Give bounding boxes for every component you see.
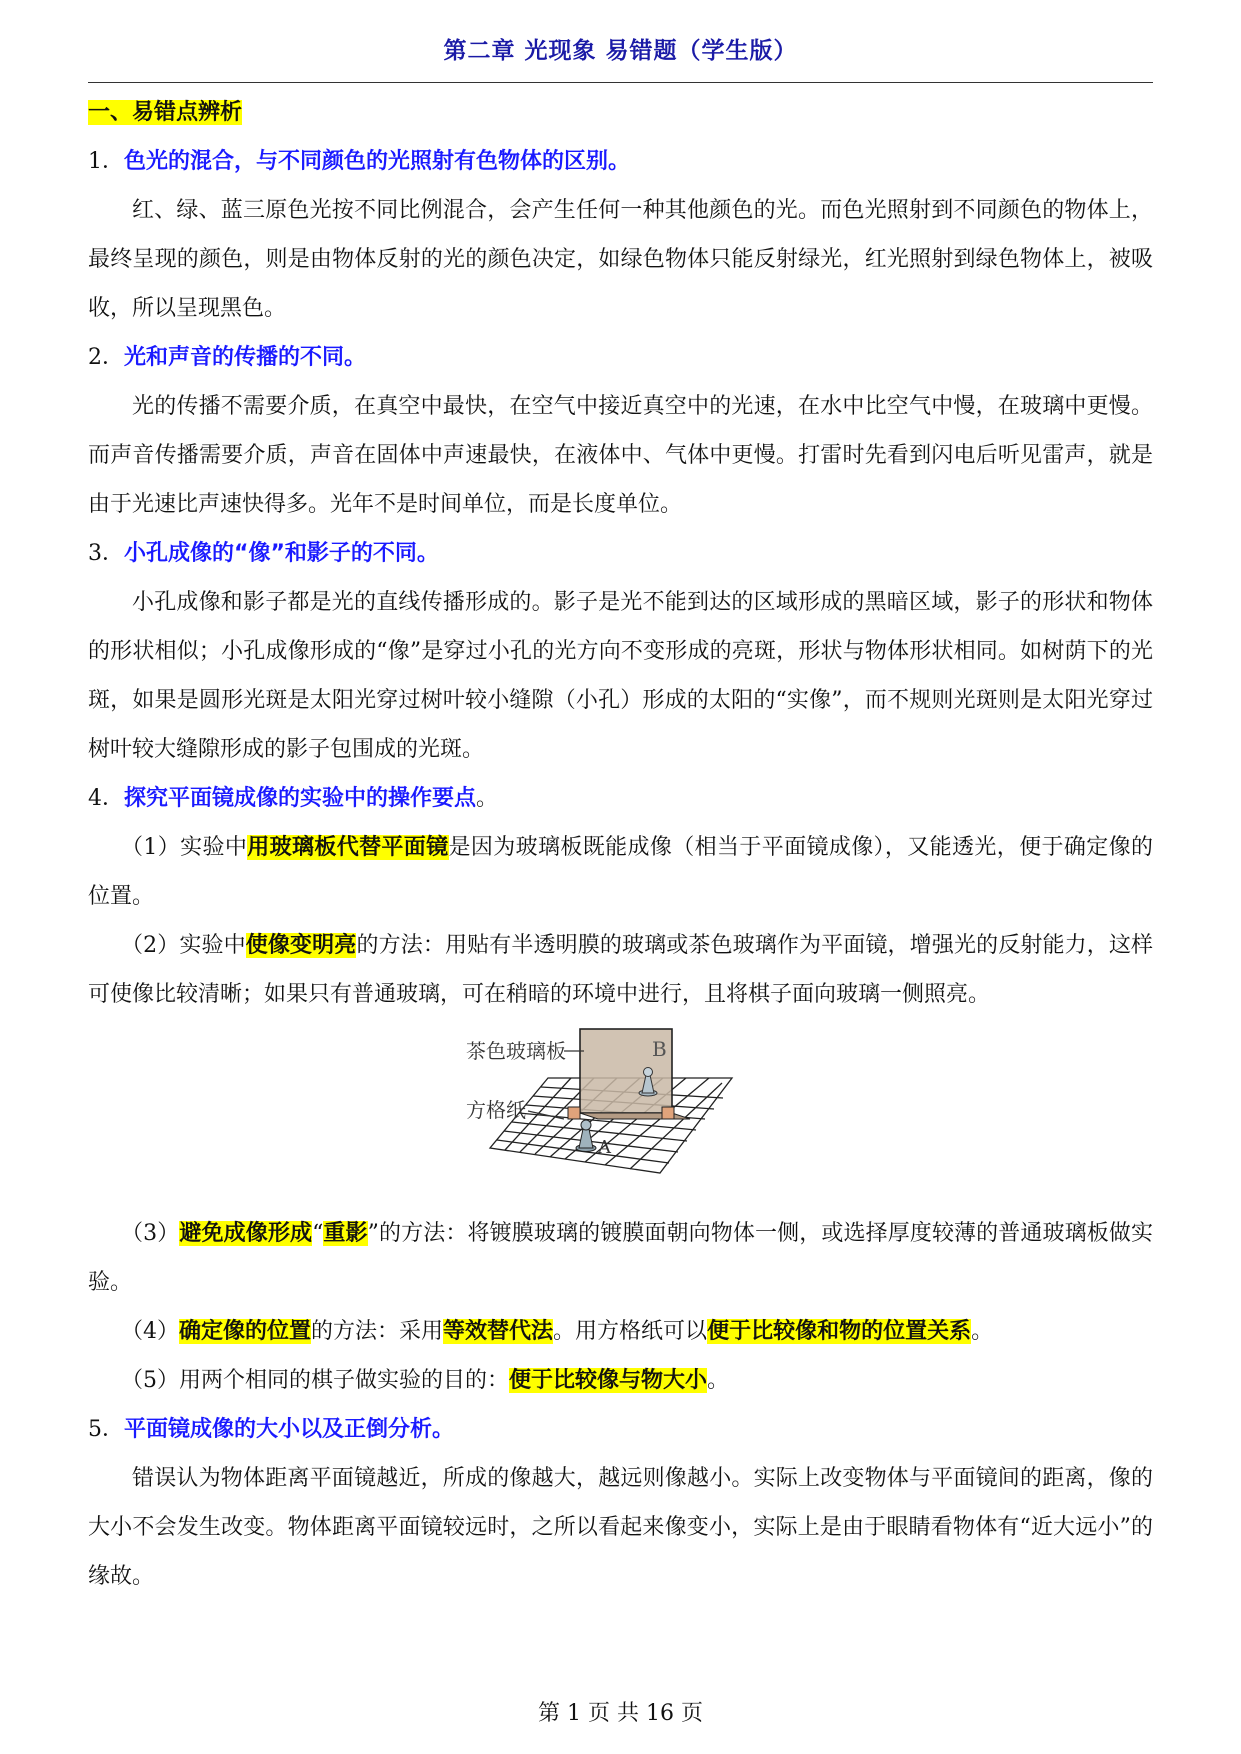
sub-3-text: 的方法：将镀膜玻璃的镀膜面朝向物体一侧，或选择厚度较薄的普通玻璃板做实验。 (88, 1221, 1153, 1295)
page-header-title: 第二章 光现象 易错题（学生版） (443, 38, 798, 64)
sub-4-highlight-2: 等效替代法 (443, 1319, 554, 1344)
sub-1-text: 是因为玻璃板既能成像（相当于平面镜成像），又能透光，便于确定像的位置。 (88, 835, 1153, 909)
item-2-body: 光的传播不需要介质，在真空中最快，在空气中接近真空中的光速，在水中比空气中慢，在玻璃中更慢。而声音传播需要介质，声音在固体中声速最快，在液体中、气体中更慢。打雷时先看到闪电后听见雷声，就是由于光速比声速快得多。光年不是时间单位，而是长度单位。 (88, 394, 1153, 517)
item-5-title (88, 1405, 1153, 1454)
section-heading (88, 88, 1153, 137)
label-a: A (598, 1137, 611, 1158)
page-footer: 第 1 页 共 16 页 (538, 1701, 703, 1726)
item-3-title (88, 529, 1153, 578)
item-5-body: 错误认为物体距离平面镜越近，所成的像越大，越远则像越小。实际上改变物体与平面镜间的距离，像的大小不会发生改变。物体距离平面镜较远时，之所以看起来像变小，实际上是由于眼睛看物体有“近大远小”的缘故。 (88, 1466, 1153, 1589)
item-2-number: 2． (88, 345, 124, 370)
item-2-title (88, 333, 1153, 382)
sub-4-highlight-3: 便于比较像和物的位置关系 (707, 1319, 972, 1344)
item-4-sub-5 (88, 1356, 1153, 1405)
sub-4-highlight-1: 确定像的位置 (179, 1319, 312, 1344)
sub-3-quote-close: ” (367, 1221, 379, 1246)
sub-2-text: 的方法：用贴有半透明膜的玻璃或茶色玻璃作为平面镜，增强光的反射能力，这样可使像比较清晰；如果只有普通玻璃，可在稍暗的环境中进行，且将棋子面向玻璃一侧照亮。 (88, 933, 1153, 1007)
sub-5-text-end: 。 (707, 1368, 730, 1393)
item-4-title-end: 。 (476, 786, 499, 811)
sub-4-text-1: 的方法：采用 (311, 1319, 444, 1344)
label-grid-paper: 方格纸 (466, 1098, 526, 1122)
sub-4-text-2: 。用方格纸可以 (553, 1319, 708, 1344)
section-heading-text: 一、易错点辨析 (88, 100, 243, 125)
item-1-title (88, 137, 1153, 186)
mirror-experiment-figure-container (88, 1019, 1153, 1209)
sub-2-highlight: 使像变明亮 (245, 933, 357, 958)
mirror-experiment-figure (460, 1023, 746, 1203)
sub-1-prefix: （1）实验中 (121, 835, 248, 860)
left-support-block (568, 1107, 580, 1119)
item-3-body: 小孔成像和影子都是光的直线传播形成的。影子是光不能到达的区域形成的黑暗区域，影子的形状和物体的形状相似；小孔成像形成的“像”是穿过小孔的光方向不变形成的亮斑，形状与物体形状相同。如树荫下的光斑，如果是圆形光斑是太阳光穿过树叶较小缝隙（小孔）形成的太阳的“实像”，而不规则光斑则是太阳光穿过树叶较大缝隙形成的影子包围成的光斑。 (88, 590, 1153, 762)
item-4-title (88, 774, 1153, 823)
sub-3-quote-open: “ (312, 1221, 324, 1246)
item-1-title-text: 色光的混合，与不同颜色的光照射有色物体的区别。 (124, 149, 631, 174)
item-3-title-text: 小孔成像的“像”和影子的不同。 (124, 541, 439, 566)
item-1-number: 1． (88, 149, 124, 174)
item-4-sub-1 (88, 823, 1153, 921)
document-body (88, 86, 1153, 1601)
sub-5-highlight: 便于比较像与物大小 (509, 1368, 708, 1393)
sub-3-highlight-2: 重影 (323, 1221, 368, 1246)
label-tinted-glass: 茶色玻璃板 (466, 1039, 566, 1063)
sub-3-highlight-1: 避免成像形成 (179, 1221, 313, 1246)
item-2-title-text: 光和声音的传播的不同。 (124, 345, 367, 370)
item-4-sub-3 (88, 1209, 1153, 1307)
right-support-block (662, 1107, 674, 1119)
sub-4-prefix: （4） (121, 1319, 179, 1344)
item-1-body: 红、绿、蓝三原色光按不同比例混合，会产生任何一种其他颜色的光。而色光照射到不同颜色的物体上，最终呈现的颜色，则是由物体反射的光的颜色决定，如绿色物体只能反射绿光，红光照射到绿色物体上，被吸收，所以呈现黑色。 (88, 198, 1153, 321)
item-5-title-text: 平面镜成像的大小以及正倒分析。 (124, 1417, 455, 1442)
label-b: B (652, 1037, 667, 1061)
sub-4-text-end: 。 (971, 1319, 994, 1344)
sub-3-prefix: （3） (121, 1221, 180, 1246)
item-4-sub-2 (88, 921, 1153, 1019)
item-5-number: 5． (88, 1417, 124, 1442)
item-4-number: 4． (88, 786, 124, 811)
sub-5-prefix: （5）用两个相同的棋子做实验的目的： (121, 1368, 509, 1393)
item-4-title-text: 探究平面镜成像的实验中的操作要点 (124, 786, 477, 811)
item-4-sub-4 (88, 1307, 1153, 1356)
item-3-number: 3． (88, 541, 124, 566)
sub-1-highlight: 用玻璃板代替平面镜 (247, 835, 449, 860)
header-divider (88, 82, 1153, 83)
sub-2-prefix: （2）实验中 (121, 933, 246, 958)
